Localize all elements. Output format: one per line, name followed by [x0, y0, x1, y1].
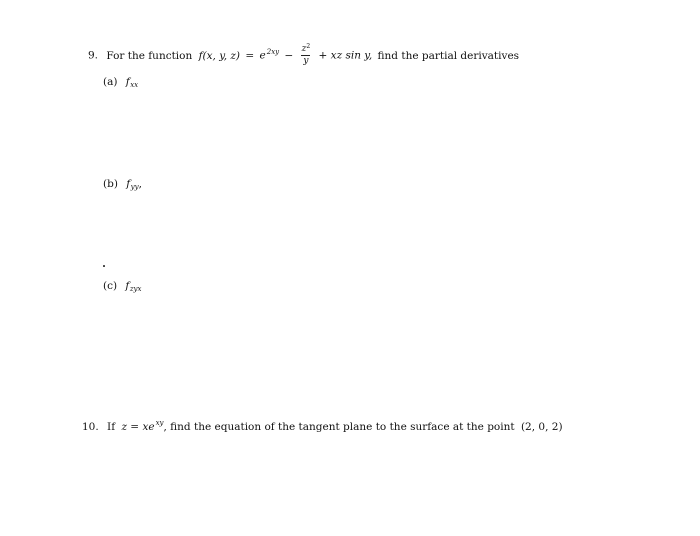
exp-exponent: 2xy	[266, 47, 280, 56]
part-b-subscript: yy	[130, 183, 139, 191]
part-a	[103, 77, 138, 88]
fraction-numerator: z	[301, 44, 307, 54]
point-coordinates: (2, 0, 2)	[520, 421, 563, 433]
part-c	[103, 281, 141, 292]
fraction-z2-over-y	[300, 45, 313, 66]
plus-term: + xz sin y,	[318, 49, 373, 62]
question-9-intro: For the function	[106, 49, 193, 62]
fraction-denominator: y	[303, 56, 309, 66]
part-a-subscript: xx	[130, 81, 139, 89]
equals-sign: =	[245, 49, 255, 62]
part-b-label: (b)	[103, 178, 118, 190]
question-9	[88, 45, 519, 66]
stray-dot-mark	[103, 265, 105, 267]
part-b-function: f	[126, 178, 131, 190]
part-c-subscript: zyx	[129, 285, 142, 293]
question-10-number: 10.	[82, 421, 99, 433]
question-10	[82, 419, 563, 433]
fraction-numerator-exponent: 2	[306, 43, 311, 50]
question-10-if: If	[107, 421, 116, 433]
function-lhs: f(x, y, z)	[198, 49, 241, 62]
part-c-label: (c)	[103, 280, 118, 292]
part-b-suffix: ,	[138, 178, 142, 190]
part-b	[103, 179, 142, 190]
minus-sign: −	[284, 49, 294, 62]
part-c-function: f	[125, 280, 130, 292]
part-a-function: f	[125, 76, 130, 88]
exp-base: e	[259, 49, 266, 62]
part-a-label: (a)	[103, 76, 118, 88]
question-9-number: 9.	[88, 49, 99, 62]
z-definition: z = xe	[121, 421, 155, 433]
question-9-tail: find the partial derivatives	[377, 49, 520, 62]
z-exponent: xy	[155, 419, 164, 427]
question-10-tail: , find the equation of the tangent plane to the surface at the point	[163, 421, 515, 433]
